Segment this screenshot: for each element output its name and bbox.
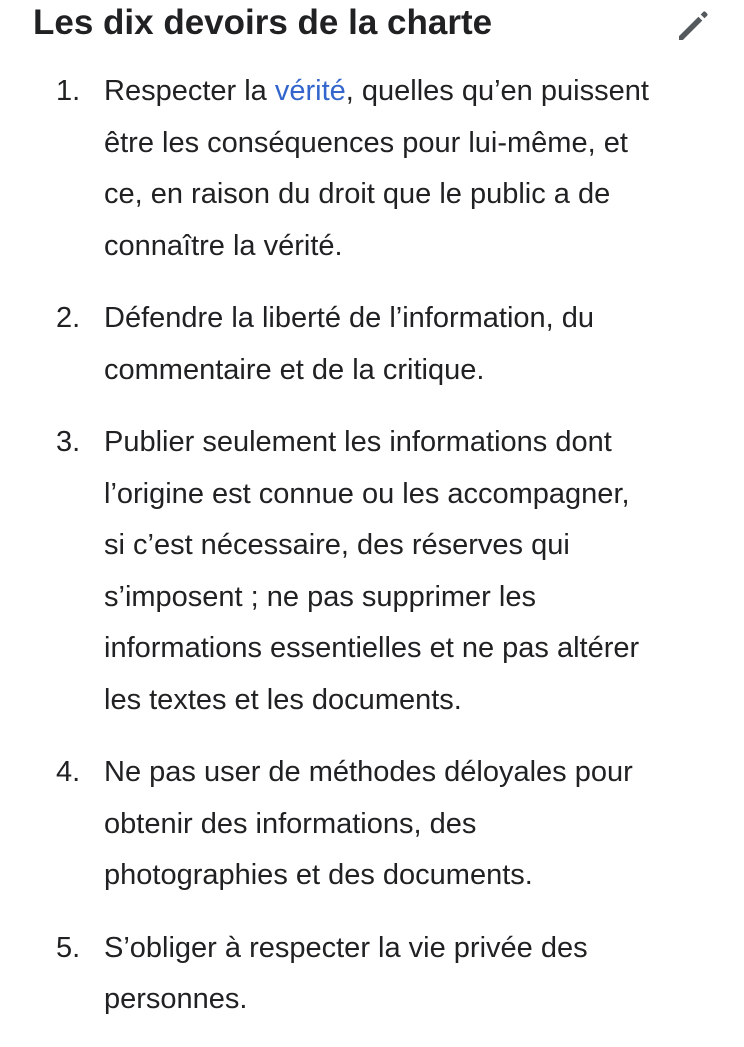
duty-text [104,66,720,272]
section-title: Les dix devoirs de la charte [33,3,493,42]
duty-number: 3. [56,426,81,458]
duty-item [0,923,744,1026]
duty-text-line: Publier seulement les informations dont [104,426,612,458]
duty-item [0,66,744,272]
duty-number: 4. [56,756,81,788]
duty-text-line: s’imposent ; ne pas supprimer les [104,580,536,613]
edit-section-button[interactable] [672,5,714,47]
verite-link[interactable]: vérité [274,75,346,107]
duty-text [104,923,720,1026]
duty-number: 2. [56,302,81,334]
duty-item [0,417,744,726]
duty-text-line: être les conséquences pour lui-même, et [104,126,628,159]
duty-item [0,747,744,902]
duty-text-line: commentaire et de la critique. [104,353,485,386]
duty-text-line: les textes et les documents. [104,683,462,716]
duties-list [0,66,744,1047]
duty-text-line: personnes. [104,983,248,1015]
duty-text-line: Défendre la liberté de l’information, du [104,302,595,334]
duty-text-line: S’obliger à respecter la vie privée des [104,931,588,964]
section-header [0,0,744,52]
duty-text-line: photographies et des documents. [104,859,533,891]
duty-text-line: connaître la vérité. [104,229,343,262]
duty-item [0,293,744,396]
duty-text-line: si c’est nécessaire, des réserves qui [104,529,570,561]
duty-number: 1. [56,75,81,107]
duty-text-line: Ne pas user de méthodes déloyales pour [104,756,633,788]
duty-text-line: ce, en raison du droit que le public a de [104,178,611,210]
duty-text [104,417,720,726]
duty-text-line: l’origine est connue ou les accompagner, [104,477,630,510]
duty-text-line [104,66,720,118]
duty-text [104,747,720,902]
duty-text-segment: , quelles qu’en puissent [345,75,649,107]
duty-text-line: informations essentielles et ne pas altérer [104,632,640,664]
duty-text-line: obtenir des informations, des [104,807,477,840]
duty-number: 5. [56,931,81,964]
duty-text [104,293,720,396]
duty-text-segment: Respecter la [104,75,275,107]
pencil-icon [672,5,714,47]
